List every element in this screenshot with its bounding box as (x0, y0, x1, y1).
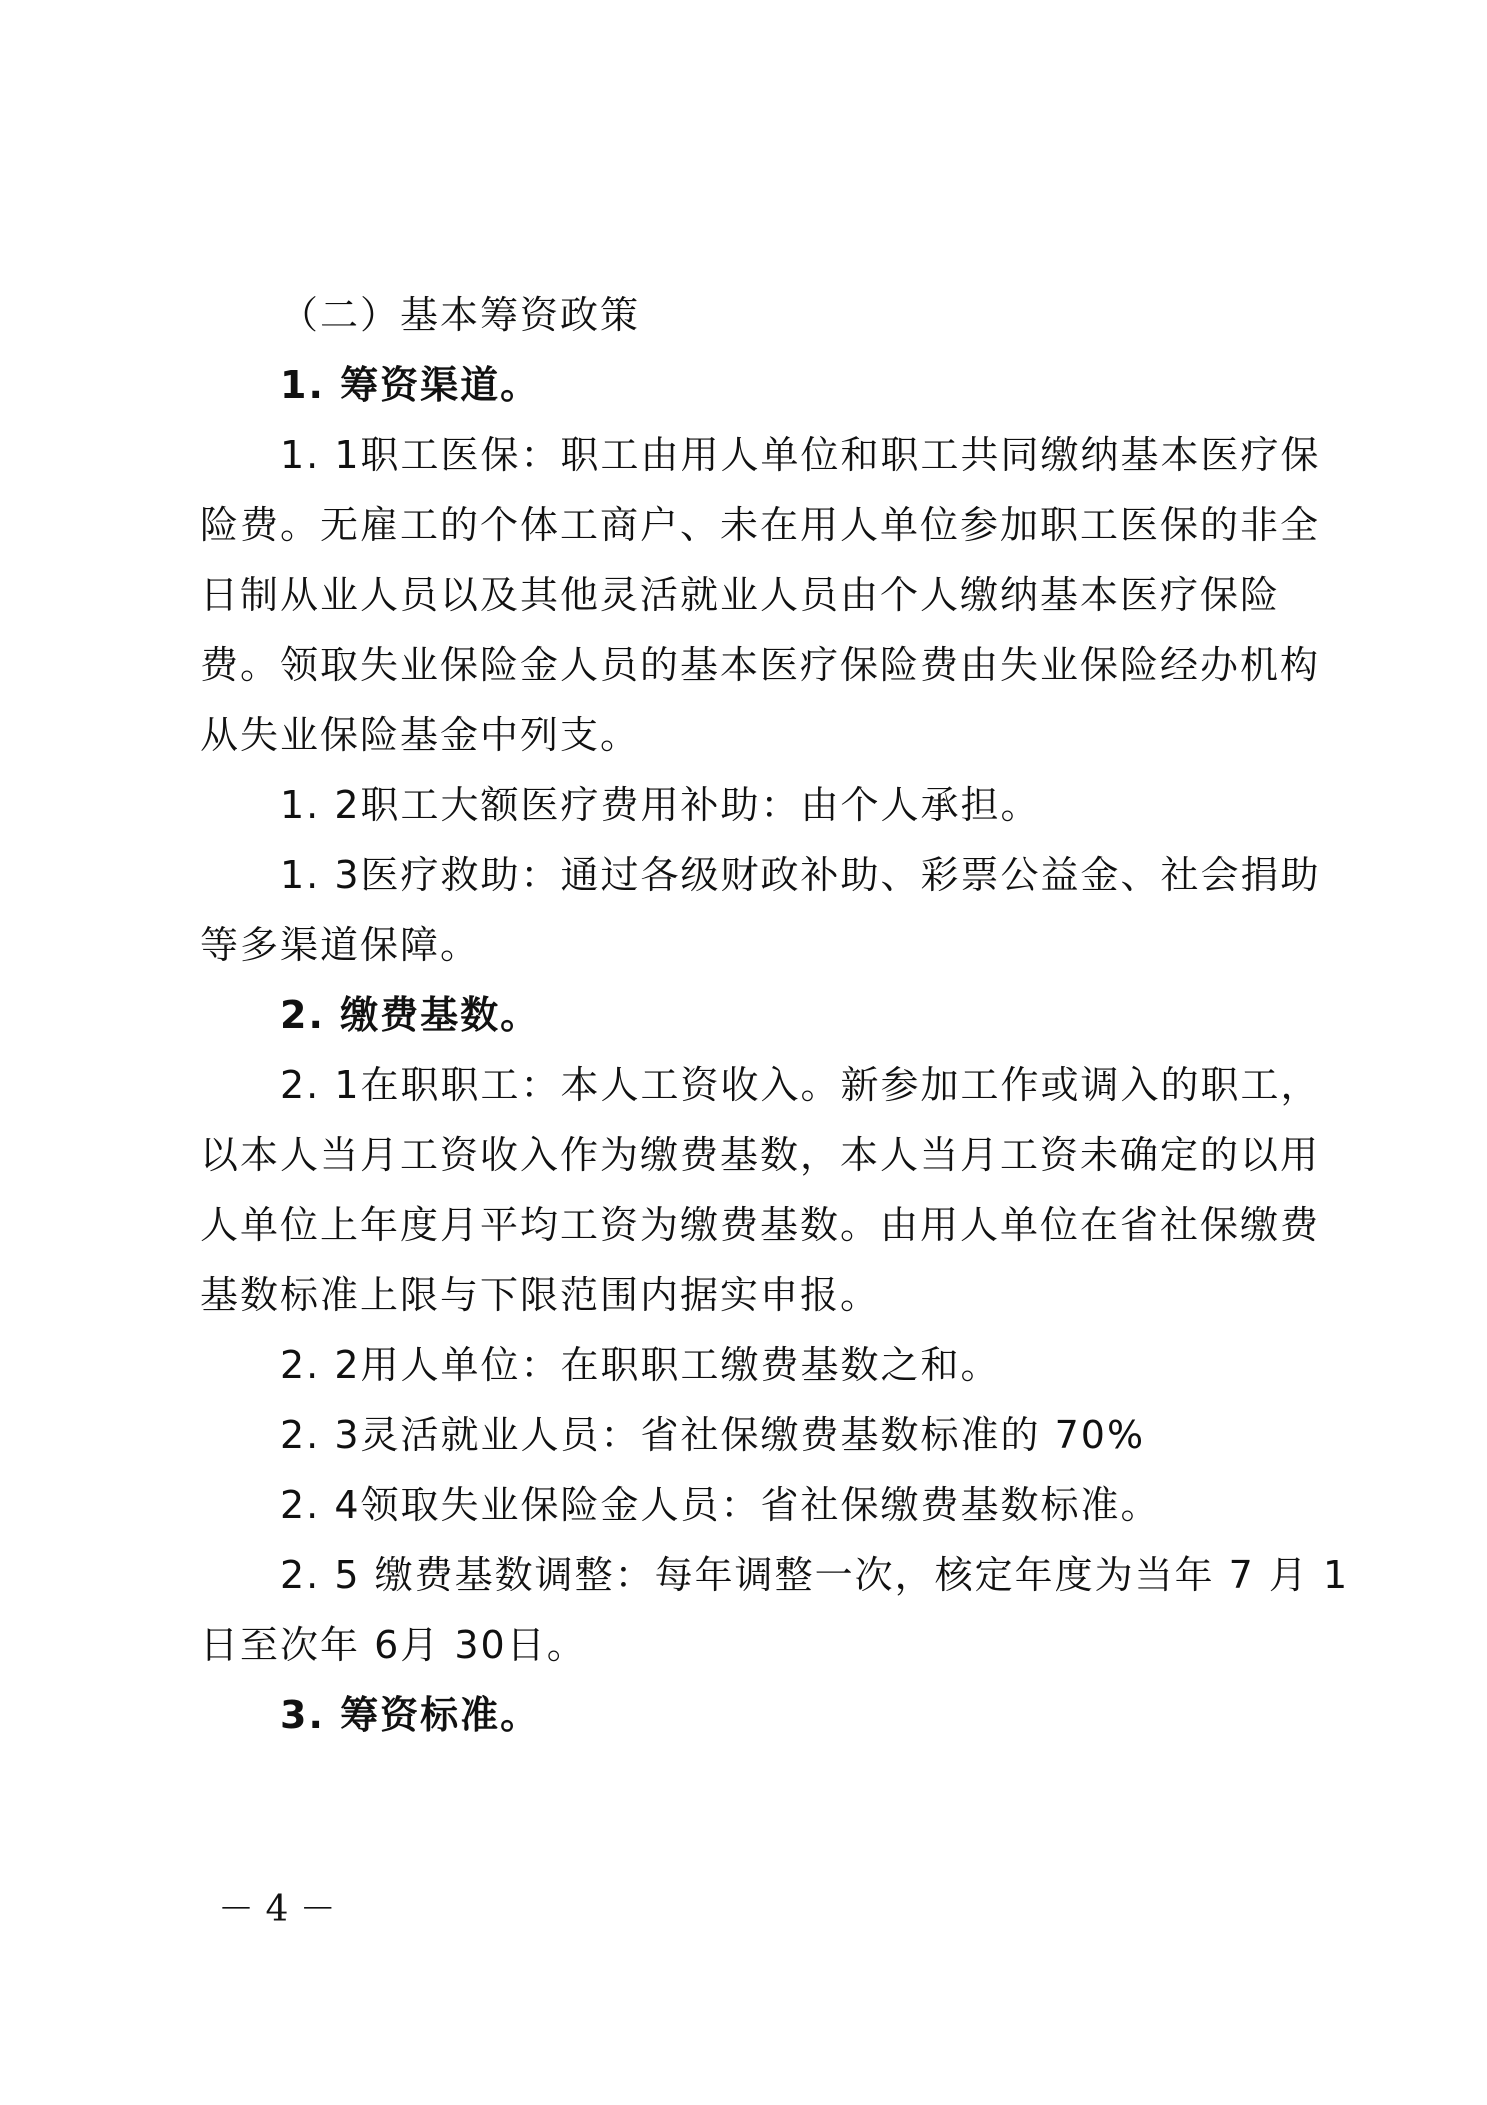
paragraph-line: 费。领取失业保险金人员的基本医疗保险费由失业保险经办机构 (200, 643, 1321, 687)
section-title: （二）基本筹资政策 (280, 293, 641, 337)
paragraph-line: 2. 5 缴费基数调整：每年调整一次，核定年度为当年 7 月 1 (280, 1553, 1350, 1597)
paragraph-line: 2. 1在职职工：本人工资收入。新参加工作或调入的职工， (280, 1063, 1321, 1107)
heading-funding-standard: 3. 筹资标准。 (280, 1693, 541, 1737)
paragraph-line: 1. 3医疗救助：通过各级财政补助、彩票公益金、社会捐助 (280, 853, 1321, 897)
paragraph-line: 人单位上年度月平均工资为缴费基数。由用人单位在省社保缴费 (200, 1203, 1321, 1247)
page-number: － 4 － (218, 1889, 336, 1930)
paragraph-line: 基数标准上限与下限范围内据实申报。 (200, 1273, 881, 1317)
paragraph-line: 日制从业人员以及其他灵活就业人员由个人缴纳基本医疗保险 (200, 573, 1281, 617)
paragraph-line: 等多渠道保障。 (200, 923, 481, 967)
heading-contribution-base: 2. 缴费基数。 (280, 993, 541, 1037)
paragraph-line: 以本人当月工资收入作为缴费基数，本人当月工资未确定的以用 (200, 1133, 1321, 1177)
paragraph-line: 2. 4领取失业保险金人员：省社保缴费基数标准。 (280, 1483, 1161, 1527)
paragraph-line: 日至次年 6月 30日。 (200, 1623, 587, 1667)
paragraph-line: 2. 3灵活就业人员：省社保缴费基数标准的 70% (280, 1413, 1146, 1457)
paragraph-line: 1. 1职工医保：职工由用人单位和职工共同缴纳基本医疗保 (280, 433, 1321, 477)
paragraph-line: 从失业保险基金中列支。 (200, 713, 641, 757)
heading-funding-channels: 1. 筹资渠道。 (280, 363, 541, 407)
document-body (200, 280, 1350, 1750)
paragraph-line: 险费。无雇工的个体工商户、未在用人单位参加职工医保的非全 (200, 503, 1321, 547)
paragraph-line: 2. 2用人单位：在职职工缴费基数之和。 (280, 1343, 1001, 1387)
paragraph-line: 1. 2职工大额医疗费用补助：由个人承担。 (280, 783, 1041, 827)
